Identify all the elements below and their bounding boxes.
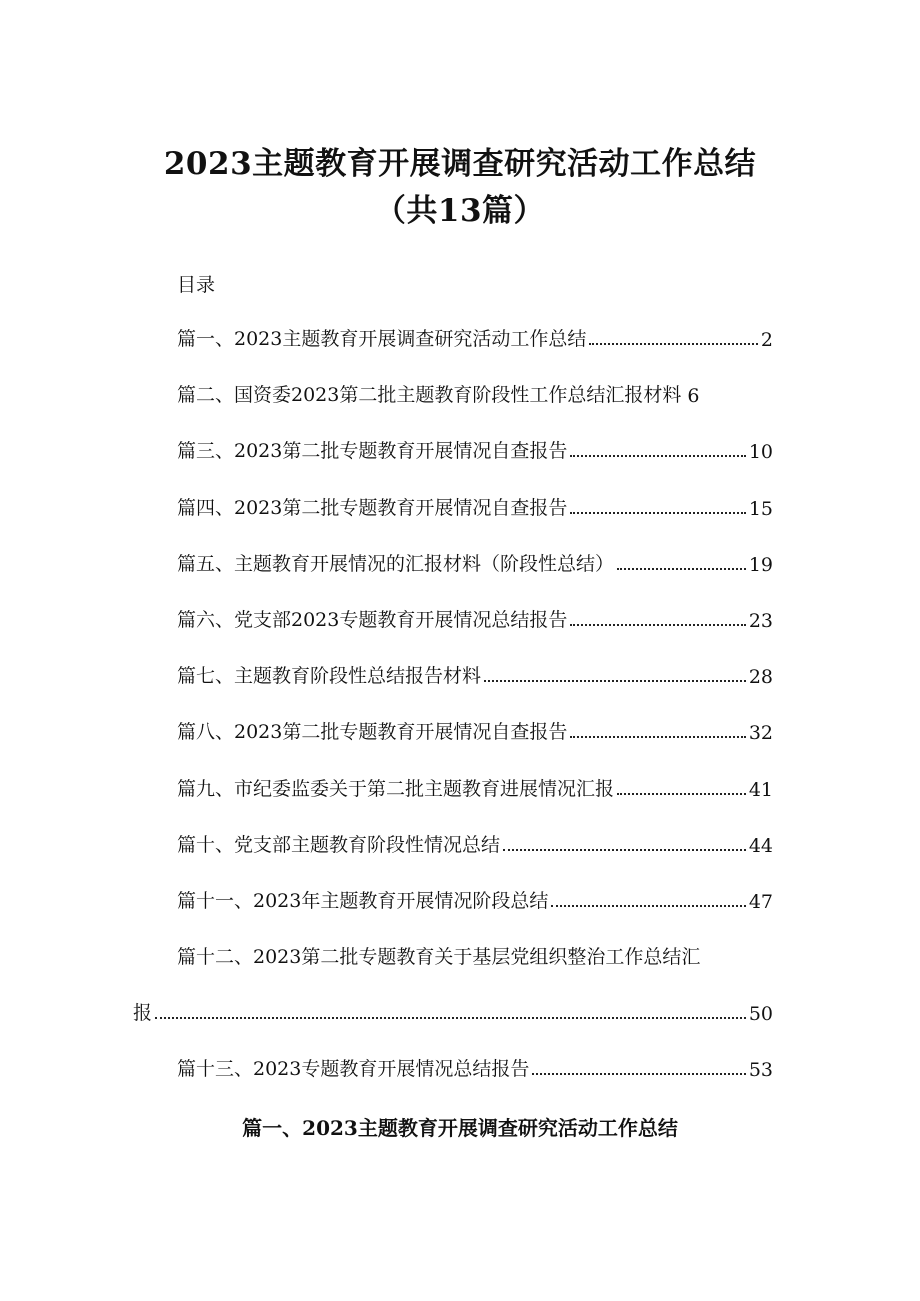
- toc-entry-text: 篇八、2023第二批专题教育开展情况自查报告: [177, 721, 568, 743]
- toc-page-number: 53: [748, 1059, 773, 1081]
- toc-entry-11[interactable]: [177, 887, 773, 913]
- toc-entry-4[interactable]: [177, 494, 773, 520]
- toc-page-number: 32: [748, 722, 773, 744]
- dot-leader: [484, 680, 746, 682]
- toc-entry-text: 篇六、党支部2023专题教育开展情况总结报告: [177, 609, 568, 631]
- toc-entry-text-continued: 报: [133, 1002, 153, 1024]
- toc-entry-text: 篇三、2023第二批专题教育开展情况自查报告: [177, 440, 568, 462]
- toc-page-number: 44: [748, 835, 773, 857]
- toc-entry-text: 篇二、国资委2023第二批主题教育阶段性工作总结汇报材料: [177, 384, 682, 406]
- toc-entry-text: 篇十一、2023年主题教育开展情况阶段总结: [177, 890, 549, 912]
- toc-page-number: 19: [748, 554, 773, 576]
- toc-entry-text: 篇七、主题教育阶段性总结报告材料: [177, 665, 482, 687]
- toc-page-number: 10: [748, 441, 773, 463]
- dot-leader: [503, 849, 746, 851]
- toc-page-number: 28: [748, 666, 773, 688]
- toc-page-number: 15: [748, 498, 773, 520]
- toc-entry-1[interactable]: [177, 325, 773, 351]
- toc-page-number: 23: [748, 610, 773, 632]
- toc-entry-text: 篇五、主题教育开展情况的汇报材料（阶段性总结）: [177, 553, 615, 575]
- toc-entry-6[interactable]: [177, 606, 773, 632]
- dot-leader: [589, 343, 758, 345]
- toc-heading: 目录: [177, 274, 216, 296]
- toc-entry-text: 篇十三、2023专题教育开展情况总结报告: [177, 1058, 530, 1080]
- toc-entry-13[interactable]: [177, 1055, 773, 1081]
- dot-leader: [570, 736, 745, 738]
- toc-entry-3[interactable]: [177, 437, 773, 463]
- document-subtitle: （共13篇）: [374, 193, 546, 229]
- toc-entry-9[interactable]: [177, 775, 773, 801]
- dot-leader: [570, 512, 745, 514]
- dot-leader: [532, 1073, 745, 1075]
- toc-entry-text: 篇十二、2023第二批专题教育关于基层党组织整治工作总结汇: [177, 946, 701, 968]
- toc-entry-text: 篇十、党支部主题教育阶段性情况总结: [177, 834, 501, 856]
- dot-leader: [617, 793, 746, 795]
- toc-entry-10[interactable]: [177, 831, 773, 857]
- toc-entry-12-continued[interactable]: [133, 999, 773, 1025]
- toc-entry-text: 篇一、2023主题教育开展调查研究活动工作总结: [177, 328, 587, 350]
- toc-entry-text: 篇九、市纪委监委关于第二批主题教育进展情况汇报: [177, 778, 615, 800]
- toc-page-number: 41: [748, 779, 773, 801]
- dot-leader: [155, 1017, 746, 1019]
- document-title: 2023主题教育开展调查研究活动工作总结: [163, 146, 757, 182]
- toc-entry-text: 篇四、2023第二批专题教育开展情况自查报告: [177, 497, 568, 519]
- dot-leader: [570, 455, 745, 457]
- toc-entry-5[interactable]: [177, 550, 773, 576]
- toc-page-number: 6: [687, 385, 700, 407]
- toc-page-number: 2: [760, 329, 773, 351]
- toc-entry-2[interactable]: [177, 381, 773, 407]
- dot-leader: [551, 905, 745, 907]
- dot-leader: [570, 624, 745, 626]
- toc-entry-12[interactable]: [177, 943, 737, 969]
- toc-entry-7[interactable]: [177, 662, 773, 688]
- dot-leader: [617, 568, 746, 570]
- toc-page-number: 47: [748, 891, 773, 913]
- section-heading: 篇一、2023主题教育开展调查研究活动工作总结: [242, 1116, 678, 1140]
- toc-page-number: 50: [748, 1003, 773, 1025]
- toc-entry-8[interactable]: [177, 718, 773, 744]
